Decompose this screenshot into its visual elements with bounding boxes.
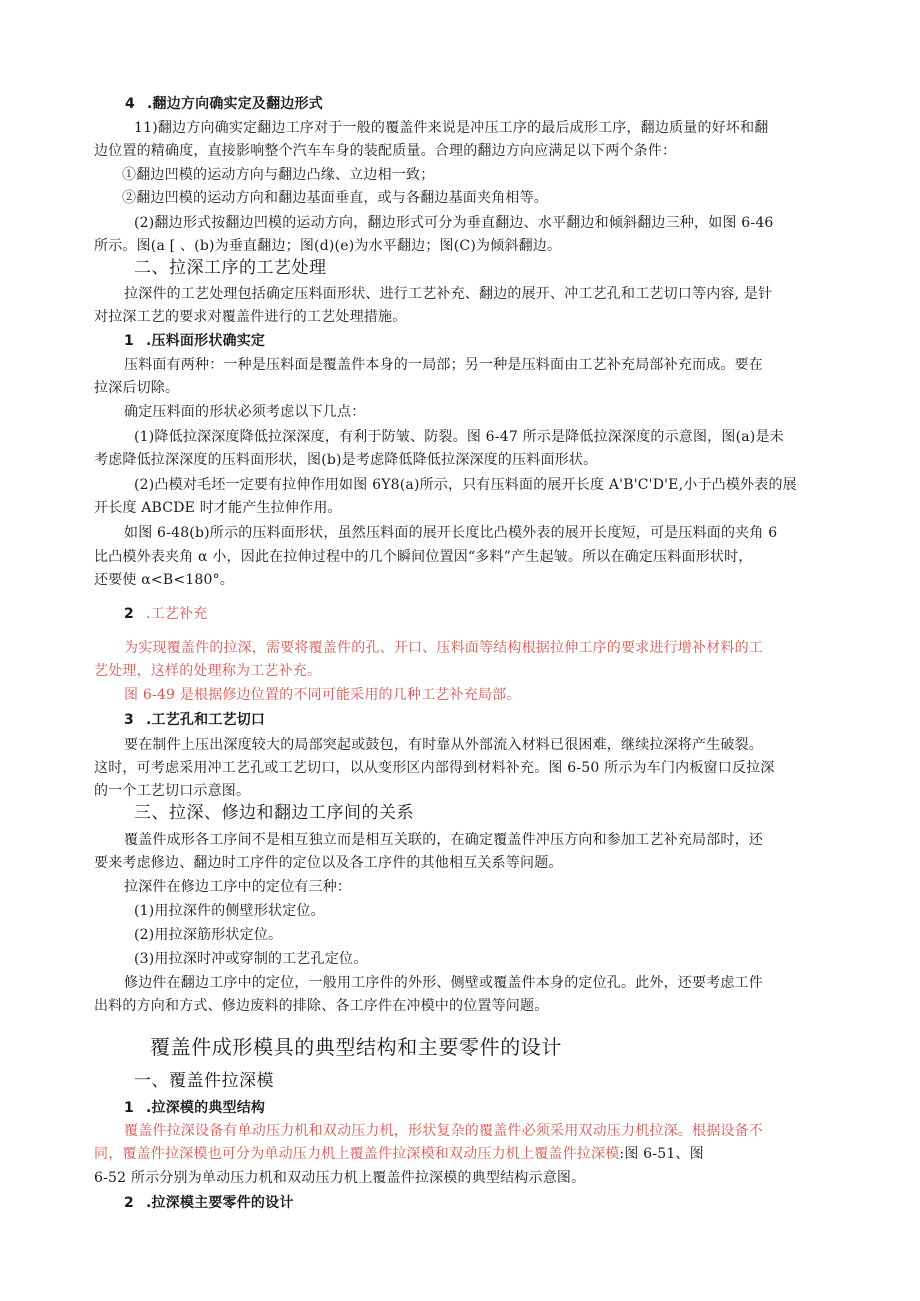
paragraph-line: 拉深后切除。 <box>94 380 180 396</box>
heading-number: 1 <box>124 1100 134 1116</box>
paragraph-line: (1)降低拉深深度降低拉深深度，有利于防皱、防裂。图 6-47 所示是降低拉深深度的示意图，图(a)是未 <box>134 429 784 445</box>
heading-title: .工艺补充 <box>146 606 208 622</box>
heading-number: 1 <box>124 333 134 349</box>
paragraph-line: 拉深件的工艺处理包括确定压料面形状、进行工艺补充、翻边的展开、冲工艺孔和工艺切口等内容, 是针 <box>124 286 773 302</box>
heading-process-holes <box>124 710 265 730</box>
section-heading: 一、覆盖件拉深模 <box>134 1071 274 1091</box>
section-heading: 三、拉深、修边和翻边工序间的关系 <box>134 803 414 823</box>
heading-title: .翻边方向确实定及翻边形式 <box>147 96 323 112</box>
paragraph-line: 修边件在翻边工序中的定位，一般用工序件的外形、侧壁或覆盖件本身的定位孔。此外，还要考虑工件 <box>124 975 763 991</box>
figure-reference: :图 6-51、图 <box>619 1146 704 1162</box>
paragraph-line: 的一个工艺切口示意图。 <box>94 783 251 799</box>
heading-title: .拉深模主要零件的设计 <box>146 1195 294 1211</box>
heading-number: 4 <box>125 96 135 112</box>
paragraph-line <box>94 1144 704 1164</box>
heading-flange-direction <box>125 94 323 114</box>
heading-number: 2 <box>124 606 134 622</box>
paragraph-line: 压料面有两种：一种是压料面是覆盖件本身的一局部；另一种是压料面由工艺补充局部补充而成。要在 <box>124 357 763 373</box>
list-item: (3)用拉深时冲或穿制的工艺孔定位。 <box>134 951 368 967</box>
paragraph-line: (2)凸模对毛坯一定要有拉伸作用如图 6Y8(a)所示，只有压料面的展开长度 A'B'C'D'E,小于凸模外表的展 <box>134 477 797 493</box>
paragraph-line: 11)翻边方向确实定翻边工序对于一般的覆盖件来说是冲压工序的最后成形工序，翻边质量的好坏和翻 <box>134 120 769 136</box>
paragraph-line: 图 6-49 是根据修边位置的不同可能采用的几种工艺补充局部。 <box>124 687 521 703</box>
paragraph-line: 6-52 所示分别为单动压力机和双动压力机上覆盖件拉深模的典型结构示意图。 <box>94 1170 586 1186</box>
paragraph-line: 所示。图(a [ 、(b)为垂直翻边；图(d)(e)为水平翻边；图(C)为倾斜翻边。 <box>94 238 562 254</box>
list-item: (1)用拉深件的侧壁形状定位。 <box>134 903 325 919</box>
paragraph-line: 出料的方向和方式、修边废料的排除、各工序件在冲模中的位置等问题。 <box>94 998 549 1014</box>
heading-process-supplement <box>124 604 207 624</box>
chapter-title: 覆盖件成形模具的典型结构和主要零件的设计 <box>150 1035 562 1059</box>
heading-binder-surface <box>124 331 265 351</box>
paragraph-line: 还要使 α<B<180°。 <box>94 572 234 588</box>
heading-title: .工艺孔和工艺切口 <box>146 712 266 728</box>
section-heading: 二、拉深工序的工艺处理 <box>134 258 327 278</box>
paragraph-line: 对拉深工艺的要求对覆盖件进行的工艺处理措施。 <box>94 309 407 325</box>
paragraph-line: 这时，可考虑采用冲工艺孔或工艺切口，以从变形区内部得到材料补充。图 6-50 所示为车门内板窗口反拉深 <box>94 760 775 776</box>
paragraph-line: 为实现覆盖件的拉深，需要将覆盖件的孔、开口、压料面等结构根据拉伸工序的要求进行增补材料的工 <box>124 640 763 656</box>
paragraph-line: 覆盖件拉深设备有单动压力机和双动压力机，形状复杂的覆盖件必须采用双动压力机拉深。根据设备不 <box>124 1123 763 1139</box>
paragraph-line: 开长度 ABCDE 时才能产生拉伸作用。 <box>94 500 342 516</box>
heading-number: 3 <box>124 712 134 728</box>
heading-main-parts-design <box>124 1193 294 1213</box>
paragraph-line: 如图 6-48(b)所示的压料面形状，虽然压料面的展开长度比凸模外表的展开长度短，可是压料面的夹角 6 <box>124 525 778 541</box>
condition-item: ②翻边凹模的运动方向和翻边基面垂直，或与各翻边基面夹角相等。 <box>122 190 548 206</box>
paragraph-line: 拉深件在修边工序中的定位有三种： <box>124 879 352 895</box>
paragraph-line: 边位置的精确度，直接影响整个汽车车身的装配质量。合理的翻边方向应满足以下两个条件： <box>94 143 677 159</box>
heading-title: .拉深模的典型结构 <box>146 1100 266 1116</box>
paragraph-line: 要来考虑修边、翻边时工序件的定位以及各工序件的其他相互关系等问题。 <box>94 855 563 871</box>
highlighted-text: 同，覆盖件拉深模也可分为单动压力机上覆盖件拉深模和双动压力机上覆盖件拉深模 <box>94 1146 620 1162</box>
heading-title: .压料面形状确实定 <box>146 333 266 349</box>
heading-number: 2 <box>124 1195 134 1211</box>
paragraph-line: 考虑降低拉深深度的压料面形状，图(b)是考虑降低降低拉深深度的压料面形状。 <box>94 452 598 468</box>
paragraph-line: 比凸模外表夹角 α 小，因此在拉伸过程中的几个瞬间位置因“多料”产生起皱。所以在确定压料面形状时， <box>94 549 753 565</box>
paragraph-line: 要在制件上压出深度较大的局部突起或鼓包，有时靠从外部流入材料已很困难，继续拉深将产生破裂。 <box>124 737 763 753</box>
paragraph-line: (2)翻边形式按翻边凹模的运动方向，翻边形式可分为垂直翻边、水平翻边和倾斜翻边三种，如图 6-46 <box>134 215 774 231</box>
paragraph-line: 艺处理，这样的处理称为工艺补充。 <box>94 663 322 679</box>
list-item: (2)用拉深筋形状定位。 <box>134 927 283 943</box>
paragraph-line: 覆盖件成形各工序间不是相互独立而是相互关联的，在确定覆盖件冲压方向和参加工艺补充局部时，还 <box>124 832 763 848</box>
paragraph-line: 确定压料面的形状必须考虑以下几点： <box>124 404 366 420</box>
condition-item: ①翻边凹模的运动方向与翻边凸缘、立边相一致； <box>122 167 435 183</box>
heading-drawing-die-structure <box>124 1098 265 1118</box>
